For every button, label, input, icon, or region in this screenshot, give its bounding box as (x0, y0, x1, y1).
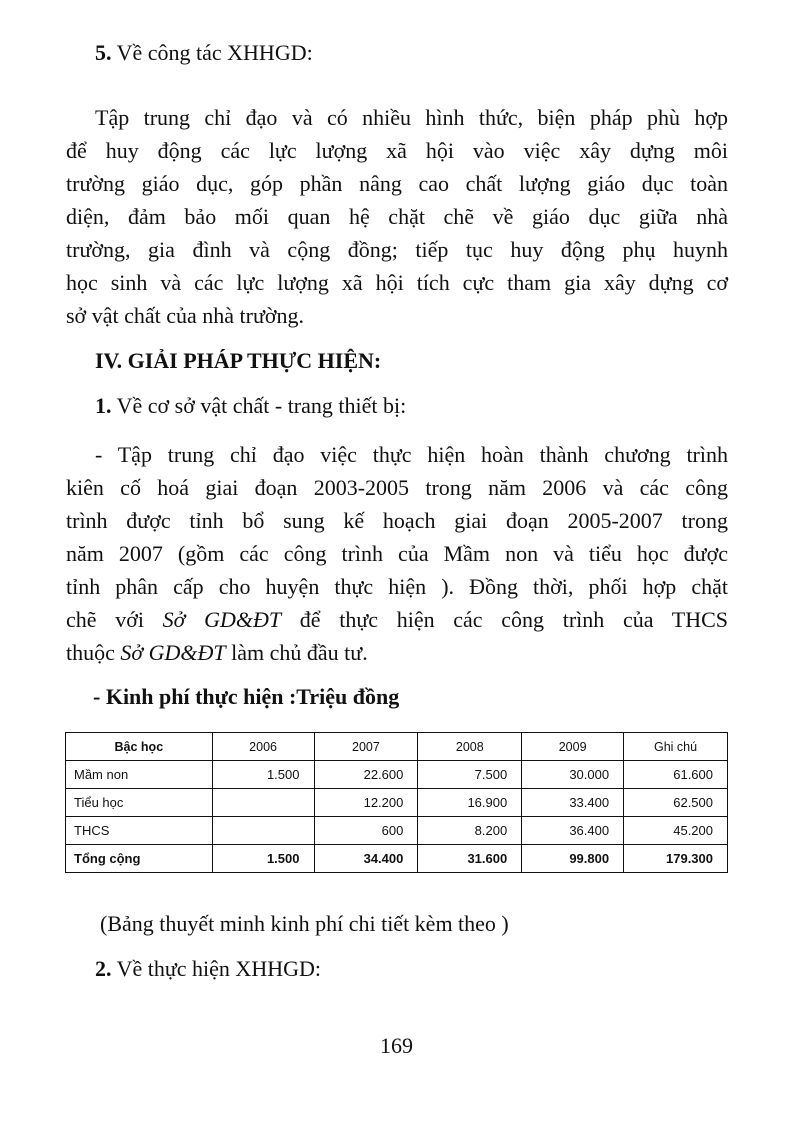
paragraph-line: học sinh và các lực lượng xã hội tích cực tham gia xây dựng cơ (66, 270, 728, 295)
paragraph-line: để huy động các lực lượng xã hội vào việc xây dựng môi (66, 138, 728, 163)
paragraph-line: trường, gia đình và cộng đồng; tiếp tục huy động phụ huynh (66, 237, 728, 262)
table-cell: 179.300 (624, 845, 728, 873)
column-header: 2008 (418, 733, 522, 761)
table-cell: 8.200 (418, 817, 522, 845)
text-run-italic: Sở GD&ĐT (120, 640, 226, 665)
text-run: thuộc (66, 640, 121, 665)
table-cell: 1.500 (212, 761, 314, 789)
item-2-heading (95, 952, 757, 985)
table-cell: 12.200 (314, 789, 418, 817)
column-header: Bậc học (66, 733, 213, 761)
paragraph-line: Tập trung chỉ đạo và có nhiều hình thức, biện pháp phù hợp (95, 105, 728, 130)
section-5-title: Về công tác XHHGD: (111, 40, 313, 65)
table-total-row (66, 845, 728, 873)
column-header: 2007 (314, 733, 418, 761)
table-cell: 45.200 (624, 817, 728, 845)
item-1-title: Về cơ sở vật chất - trang thiết bị: (111, 393, 407, 418)
table-cell (212, 817, 314, 845)
paragraph-line: kiên cố hoá giai đoạn 2003-2005 trong năm 2006 và các công (66, 475, 728, 500)
table-cell: 99.800 (522, 845, 624, 873)
table-cell: 31.600 (418, 845, 522, 873)
table-cell: 600 (314, 817, 418, 845)
table-cell: 1.500 (212, 845, 314, 873)
table-header-row (66, 733, 728, 761)
page-number: 169 (380, 1033, 413, 1058)
item-2-number: 2. (95, 956, 112, 981)
row-label: Tiểu học (66, 789, 213, 817)
table-cell: 33.400 (522, 789, 624, 817)
item-2-title: Về thực hiện XHHGD: (111, 956, 321, 981)
table-cell: 7.500 (418, 761, 522, 789)
section-5-number: 5. (95, 40, 112, 65)
table-row (66, 789, 728, 817)
table-cell: 30.000 (522, 761, 624, 789)
table-cell: 34.400 (314, 845, 418, 873)
paragraph-line (66, 636, 728, 669)
table-cell: 61.600 (624, 761, 728, 789)
table-row (66, 761, 728, 789)
paragraph-line: tỉnh phân cấp cho huyện thực hiện ). Đồng thời, phối hợp chặt (66, 574, 728, 599)
paragraph-line: - Tập trung chỉ đạo việc thực hiện hoàn thành chương trình (95, 442, 728, 467)
column-header: Ghi chú (624, 733, 728, 761)
section-4-heading: IV. GIẢI PHÁP THỰC HIỆN: (95, 348, 382, 373)
row-label: Mầm non (66, 761, 213, 789)
table-cell: 62.500 (624, 789, 728, 817)
paragraph-line: diện, đảm bảo mối quan hệ chặt chẽ về giáo dục giữa nhà (66, 204, 728, 229)
paragraph-line: năm 2007 (gồm các công trình của Mầm non và tiểu học được (66, 541, 728, 566)
paragraph-line: trình được tỉnh bổ sung kế hoạch giai đoạn 2005-2007 trong (66, 508, 728, 533)
table-row (66, 817, 728, 845)
row-label: THCS (66, 817, 213, 845)
column-header: 2009 (522, 733, 624, 761)
table-cell: 22.600 (314, 761, 418, 789)
table-cell (212, 789, 314, 817)
item-1-heading (95, 389, 757, 422)
item-1-number: 1. (95, 393, 112, 418)
table-cell: 16.900 (418, 789, 522, 817)
text-run: để thực hiện các công trình của THCS (281, 607, 728, 632)
text-run: chẽ với (66, 607, 163, 632)
budget-table (65, 732, 728, 873)
budget-note: (Bảng thuyết minh kinh phí chi tiết kèm theo ) (100, 911, 509, 936)
column-header: 2006 (212, 733, 314, 761)
text-run: làm chủ đầu tư. (225, 640, 368, 665)
text-run-italic: Sở GD&ĐT (162, 607, 282, 632)
table-cell: 36.400 (522, 817, 624, 845)
paragraph-line: trường giáo dục, góp phần nâng cao chất lượng giáo dục toàn (66, 171, 728, 196)
row-label: Tổng cộng (66, 845, 213, 873)
section-5-heading (95, 36, 757, 69)
paragraph-line: sở vật chất của nhà trường. (66, 303, 305, 328)
budget-caption: - Kinh phí thực hiện :Triệu đồng (93, 684, 400, 709)
paragraph-line (66, 603, 728, 636)
